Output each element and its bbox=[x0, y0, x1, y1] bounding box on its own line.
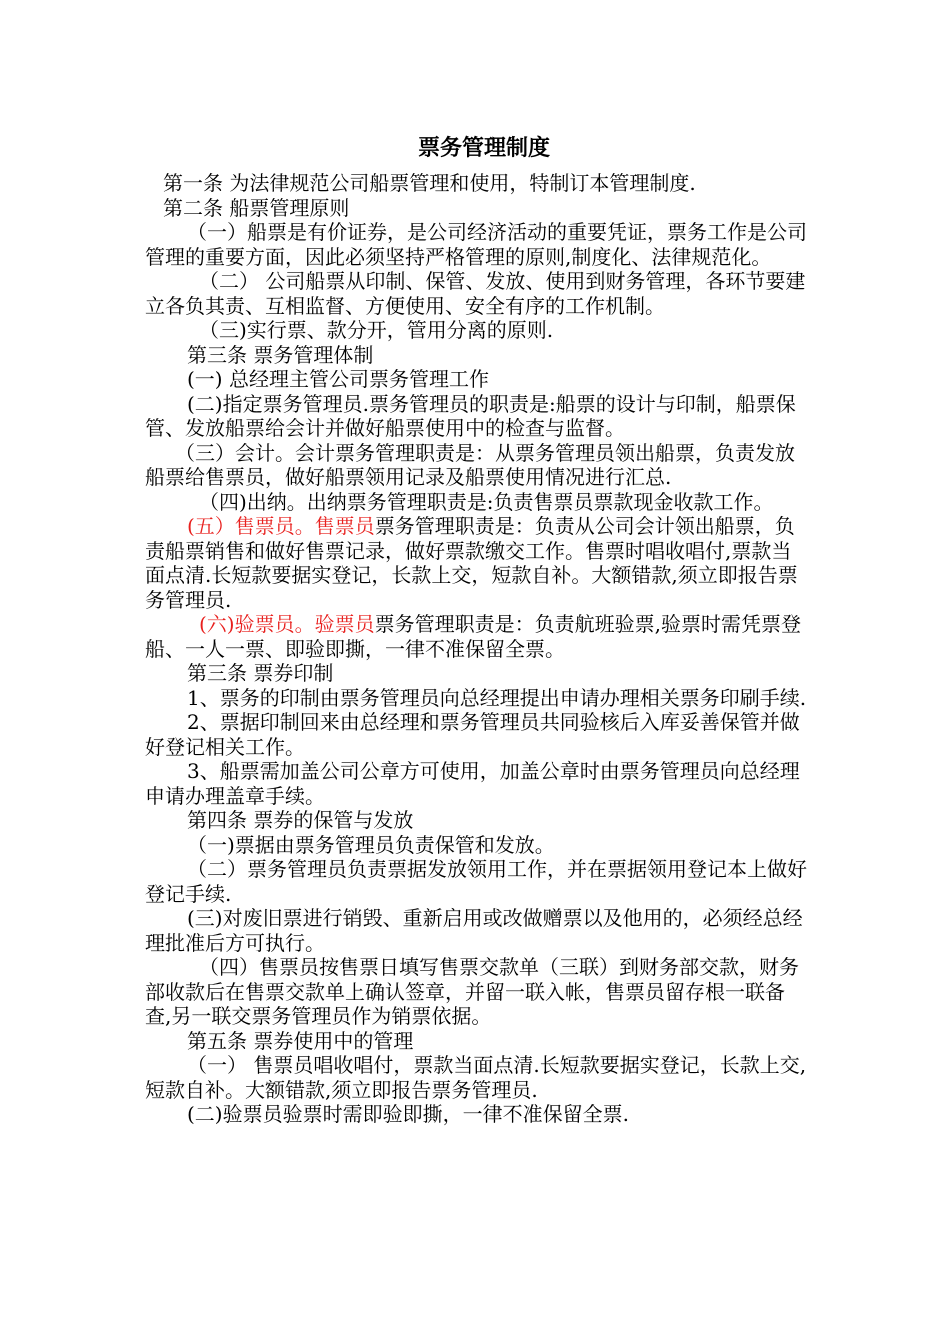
article-3-heading: 第三条 票务管理体制 bbox=[187, 342, 374, 367]
article-1: 第一条 为法律规范公司船票管理和使用，特制订本管理制度. bbox=[163, 171, 696, 195]
highlight-seller: (五）售票员。售票员 bbox=[187, 514, 375, 538]
article-4-item-1: （一)票据由票务管理员负责保管和发放。 bbox=[187, 832, 555, 857]
printing-item-1: 1、票务的印制由票务管理员向总经理提出申请办理相关票务印刷手续. bbox=[187, 685, 807, 710]
article-2-item-1: （一）船票是有价证券，是公司经济活动的重要凭证，票务工作是公司管理的重要方面，因此必须坚持严格管理的原则,制度化、法律规范化。 bbox=[145, 220, 807, 269]
article-4-item-3: (三)对废旧票进行销毁、重新启用或改做赠票以及他用的，必须经总经理批准后方可执行。 bbox=[145, 906, 803, 955]
item-6-text: 票务管理职责是：负责航班验票,验票时需凭票登船、一人一票、即验即撕，一律不准保留全票。 bbox=[145, 612, 801, 661]
article-3-item-6 bbox=[145, 612, 811, 661]
highlight-inspector: (六)验票员。验票员 bbox=[199, 612, 375, 636]
article-3-item-3: （三）会计。会计票务管理职责是：从票务管理员领出船票，负责发放船票给售票员，做好船票领用记录及船票使用情况进行汇总. bbox=[145, 440, 795, 489]
printing-item-2: 2、票据印制回来由总经理和票务管理员共同验核后入库妥善保管并做好登记相关工作。 bbox=[145, 710, 800, 759]
document-page bbox=[145, 133, 811, 1127]
article-3b-heading: 第三条 票券印制 bbox=[187, 661, 334, 685]
item-5-text: 票务管理职责是：负责从公司会计领出船票，负责船票销售和做好售票记录，做好票款缴交工作。售票时唱收唱付,票款当面点清.长短款要据实登记，长款上交，短款自补。大额错款,须立即报告票务管理员. bbox=[145, 514, 798, 612]
article-3-item-2: (二)指定票务管理员.票务管理员的职责是:船票的设计与印制，船票保管、发放船票给会计并做好船票使用中的检查与监督。 bbox=[145, 391, 796, 440]
article-3-item-1: (一) 总经理主管公司票务管理工作 bbox=[187, 367, 489, 391]
article-4-heading: 第四条 票券的保管与发放 bbox=[187, 808, 414, 832]
article-3-item-4: （四)出纳。出纳票务管理职责是:负责售票员票款现金收款工作。 bbox=[199, 489, 774, 514]
article-5-heading: 第五条 票券使用中的管理 bbox=[187, 1028, 414, 1053]
article-5-item-1: （一） 售票员唱收唱付，票款当面点清.长短款要据实登记，长款上交,短款自补。大额错款,须立即报告票务管理员. bbox=[145, 1053, 807, 1102]
article-2-item-2: （二） 公司船票从印制、保管、发放、使用到财务管理，各环节要建立各负其责、互相监督、方便使用、安全有序的工作机制。 bbox=[145, 269, 806, 318]
document-title: 票务管理制度 bbox=[417, 135, 550, 161]
article-2-item-3: （三)实行票、款分开，管用分离的原则. bbox=[199, 318, 554, 342]
article-4-item-4: （四）售票员按售票日填写售票交款单（三联）到财务部交款，财务部收款后在售票交款单上确认签章，并留一联入帐，售票员留存根一联备查,另一联交票务管理员作为销票依据。 bbox=[145, 955, 799, 1028]
article-5-item-2: (二)验票员验票时需即验即撕，一律不准保留全票. bbox=[187, 1102, 629, 1126]
article-4-item-2: （二）票务管理员负责票据发放领用工作，并在票据领用登记本上做好登记手续. bbox=[145, 857, 807, 906]
article-2-heading: 第二条 船票管理原则 bbox=[163, 195, 350, 220]
printing-item-3: 3、船票需加盖公司公章方可使用，加盖公章时由票务管理员向总经理申请办理盖章手续。 bbox=[145, 759, 800, 808]
article-3-item-5 bbox=[145, 514, 811, 612]
